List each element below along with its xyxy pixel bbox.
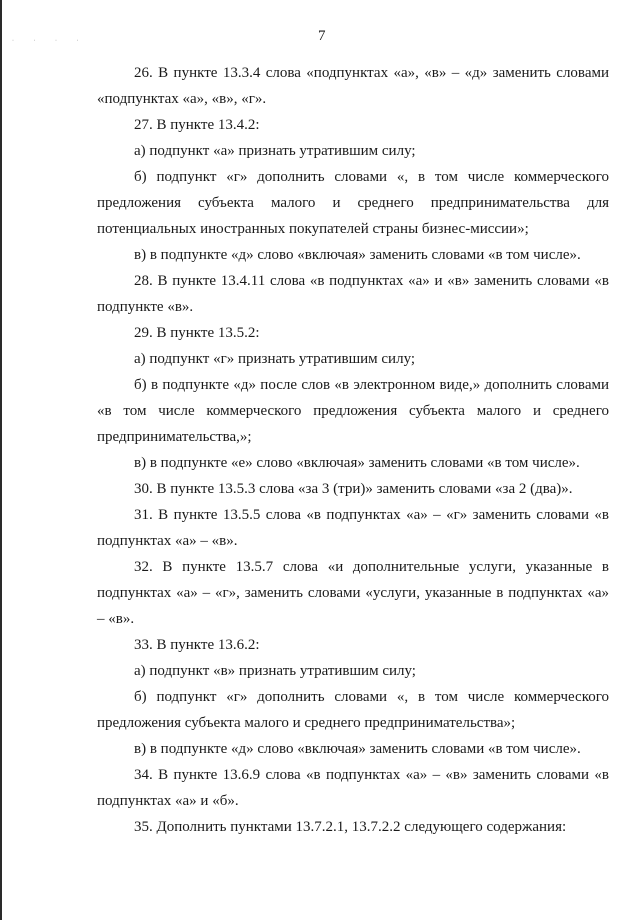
paragraph-28: 28. В пункте 13.4.11 слова «в подпунктах «а» и «в» заменить словами «в подпункте «в».: [97, 273, 609, 315]
paragraph-35: 35. Дополнить пунктами 13.7.2.1, 13.7.2.2 следующего содержания:: [134, 819, 567, 835]
paragraph-33-v: в) в подпункте «д» слово «включая» заменить словами «в том числе».: [134, 741, 581, 757]
paragraph-29: 29. В пункте 13.5.2:: [134, 325, 260, 341]
paragraph-34: 34. В пункте 13.6.9 слова «в подпунктах «а» – «в» заменить словами «в подпунктах «а» и «б».: [97, 767, 609, 809]
paragraph-30: 30. В пункте 13.5.3 слова «за 3 (три)» заменить словами «за 2 (два)».: [134, 481, 573, 497]
paragraph-29-a: а) подпункт «г» признать утратившим силу;: [134, 351, 416, 367]
paragraph-27-v: в) в подпункте «д» слово «включая» заменить словами «в том числе».: [134, 247, 581, 263]
paragraph-32: 32. В пункте 13.5.7 слова «и дополнительные услуги, указанные в подпунктах «а» – «г», заменить словами «услуги, указанные в подпунктах «а» – «в».: [97, 559, 609, 627]
paragraph-33-b: б) подпункт «г» дополнить словами «, в том числе коммерческого предложения субъекта малого и среднего предпринимательства»;: [97, 689, 609, 731]
paragraph-29-v: в) в подпункте «е» слово «включая» заменить словами «в том числе».: [134, 455, 580, 471]
paragraph-27-a: а) подпункт «а» признать утратившим силу;: [134, 143, 416, 159]
scan-artifact: · · · ·: [12, 38, 88, 44]
paragraph-29-b: б) в подпункте «д» после слов «в электронном виде,» дополнить словами «в том числе коммерческого предложения субъекта малого и среднего предпринимательства,»;: [97, 377, 609, 445]
paragraph-27: 27. В пункте 13.4.2:: [134, 117, 260, 133]
paragraph-27-b: б) подпункт «г» дополнить словами «, в том числе коммерческого предложения субъекта малого и среднего предпринимательства для потенциальных иностранных покупателей страны бизнес-миссии»;: [97, 169, 609, 237]
paragraph-33: 33. В пункте 13.6.2:: [134, 637, 260, 653]
paragraph-31: 31. В пункте 13.5.5 слова «в подпунктах «а» – «г» заменить словами «в подпунктах «а» – «в».: [97, 507, 609, 549]
paragraph-26: 26. В пункте 13.3.4 слова «подпунктах «а», «в» – «д» заменить словами «подпунктах «а», «в», «г».: [97, 65, 609, 107]
document-body: [97, 60, 609, 840]
page-number: 7: [318, 28, 326, 44]
paragraph-33-a: а) подпункт «в» признать утратившим силу;: [134, 663, 416, 679]
